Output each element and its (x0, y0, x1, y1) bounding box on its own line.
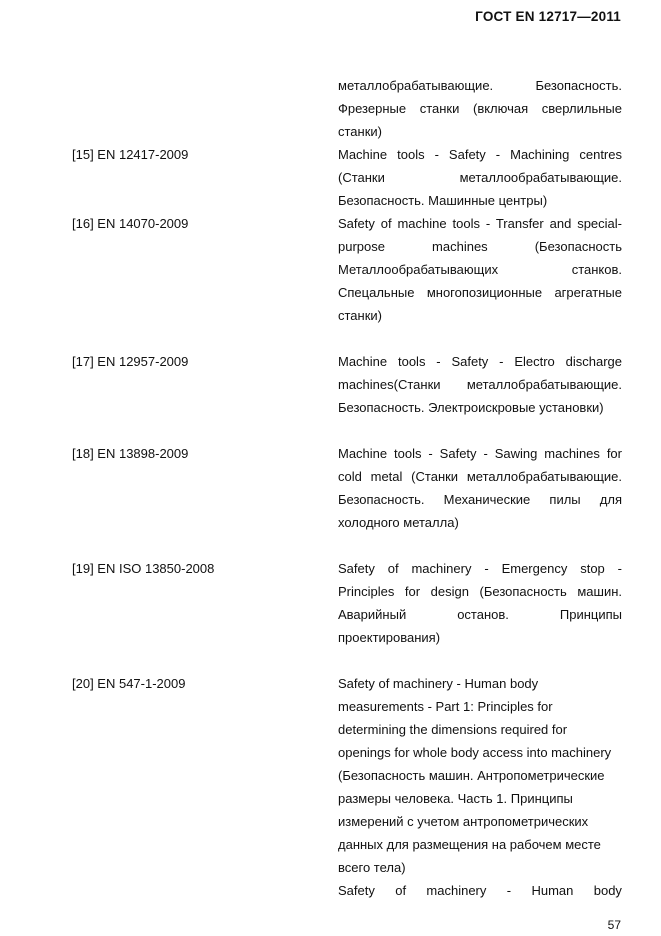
reference-text-19: Safety of machinery - Emergency stop - Principles for design (Безопасность машин. Аварийный останов. Принципы проектирования) (338, 561, 622, 645)
trailing-word: Safety (338, 883, 375, 898)
reference-number-19: [19] EN ISO 13850-2008 (72, 561, 215, 576)
reference-number-16: [16] EN 14070-2009 (72, 216, 189, 231)
document-header: ГОСТ EN 12717—2011 (475, 9, 621, 24)
reference-text-18: Machine tools - Safety - Sawing machines for cold metal (Станки металлобрабатывающие. Безопасность. Механические пилы для холодного металла) (338, 446, 622, 530)
reference-number-17: [17] EN 12957-2009 (72, 354, 189, 369)
reference-text-16: Safety of machine tools - Transfer and special-purpose machines (Безопасность Металлообрабатывающих станков. Спецальные многопозиционные агрегатные станки) (338, 216, 622, 323)
trailing-word: Human (531, 883, 574, 898)
reference-text-17: Machine tools - Safety - Electro discharge machines(Станки металлобрабатывающие. Безопасность. Электроискровые установки) (338, 354, 622, 415)
trailing-word: machinery (426, 883, 487, 898)
reference-number-18: [18] EN 13898-2009 (72, 446, 189, 461)
trailing-word: body (593, 883, 622, 898)
reference-text-15: Machine tools - Safety - Machining centres (Станки металлообрабатывающие. Безопасность. Машинные центры) (338, 147, 622, 208)
trailing-text-line (338, 879, 622, 902)
continued-reference-text: металлобрабатывающие. Безопасность. Фрезерные станки (включая сверлильные станки) (338, 78, 622, 139)
reference-text-20: Safety of machinery - Human body measurements - Part 1: Principles for determining the dimensions required for openings for whole body access into machinery (Безопасность машин. Антропометрические размеры человека. Часть 1. Принципы измерений с учетом антропометрических данных для размещения на рабочем месте всего тела) (338, 676, 612, 875)
trailing-word: - (506, 883, 512, 898)
trailing-word: of (395, 883, 407, 898)
reference-number-15: [15] EN 12417-2009 (72, 147, 189, 162)
reference-number-20: [20] EN 547-1-2009 (72, 676, 186, 691)
page-number: 57 (607, 918, 621, 932)
